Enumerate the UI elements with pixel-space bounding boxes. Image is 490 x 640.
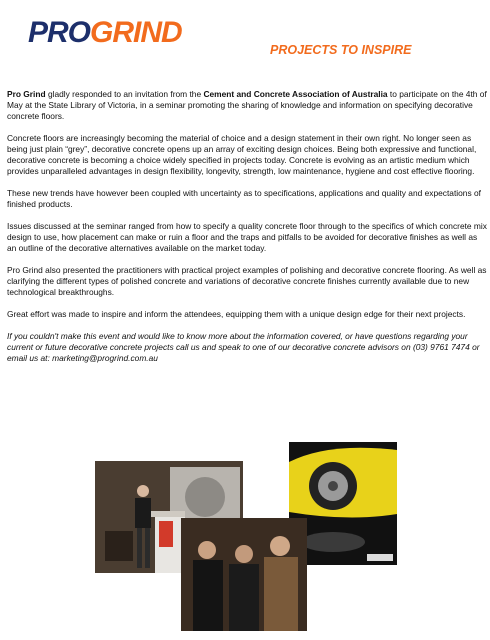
logo-grind-text: GRIND <box>90 16 182 49</box>
logo-pro-text: PRO <box>28 16 91 49</box>
issues-paragraph: Issues discussed at the seminar ranged from how to specify a quality concrete floor through to the specifics of which concrete mix design to use, how placement can make or ruin a floor and the traps and pitfalls to be avoided for decorative finishes as well as an outline of the decorative alternatives available on the market today. <box>7 221 487 253</box>
organisation-name: Cement and Concrete Association of Australia <box>203 89 388 99</box>
brand-name: Pro Grind <box>7 89 46 99</box>
inspire-paragraph: Great effort was made to inspire and inform the attendees, equipping them with a unique design edge for their next projects. <box>7 309 466 319</box>
attendees-group-photo <box>181 518 307 631</box>
trends-paragraph: These new trends have however been coupled with uncertainty as to specifications, applications and quality and expectations of finished products. <box>7 188 481 209</box>
concrete-floors-paragraph: Concrete floors are increasingly becoming the material of choice and a design statement in their own right. No longer seen as being just plain “grey”, decorative concrete opens up an array of exciting design choices. Being both expressive and functional, decorative concrete is becoming a choice widely specified in projects today. Concrete is evolving as an artistic medium which provides unparalleled advantages in design flexibility, longevity, strength, low maintenance, hygiene and cost effective flooring. <box>7 133 477 176</box>
article-body <box>7 89 487 375</box>
presentation-paragraph: Pro Grind also presented the practitioners with practical project examples of polishing and decorative concrete flooring. As well as clarifying the different types of polished concrete and variations of decorative concrete finishes currently available due to new technological breakthroughs. <box>7 265 487 297</box>
intro-paragraph: Pro Grind gladly responded to an invitation from the Cement and Concrete Association of Australia to participate on the 4th of May at the State Library of Victoria, in a seminar promoting the sharing of knowledge and information on specifying decorative concrete floors. <box>7 89 487 121</box>
contact-paragraph: If you couldn't make this event and would like to know more about the information covered, or have questions regarding your current or future decorative concrete projects call us and speak to one of our decorative concrete advisors on (03) 9761 7474 or email us at: marketing@progrind.com.au <box>7 331 480 363</box>
page-tagline: PROJECTS TO INSPIRE <box>270 43 412 57</box>
pro-grind-logo <box>28 16 182 50</box>
